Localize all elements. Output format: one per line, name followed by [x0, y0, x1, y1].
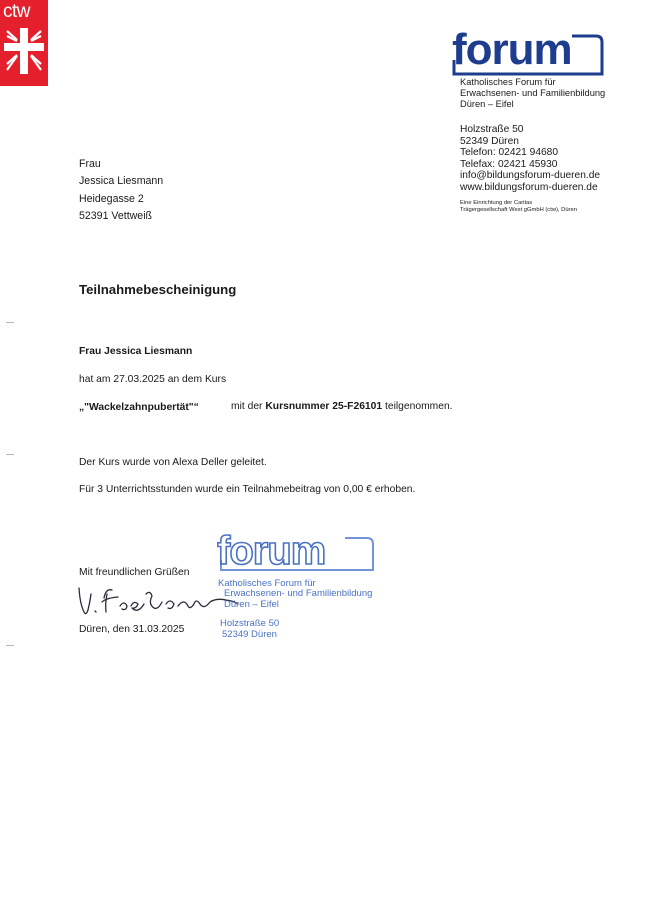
course-number-prefix: mit der — [231, 401, 263, 412]
instructor-line: Der Kurs wurde von Alexa Deller geleitet. — [79, 457, 267, 468]
course-number-line — [231, 401, 453, 412]
course-name: „"Wackelzahnpubertät"“ — [79, 402, 199, 413]
forum-logo — [452, 20, 604, 76]
address-website: www.bildungsforum-dueren.de — [460, 181, 598, 193]
recipient-street: Heidegasse 2 — [79, 192, 144, 205]
org-footer-line: Trägergesellschaft West gGmbH (ctw), Düren — [460, 207, 577, 214]
recipient-city: 52391 Vettweiß — [79, 210, 153, 223]
caritas-cross-icon — [4, 28, 44, 74]
address-email: info@bildungsforum-dueren.de — [460, 170, 601, 182]
fold-mark — [6, 454, 14, 455]
stamp-line: Katholisches Forum für — [218, 578, 316, 589]
address-fax: Telefax: 02421 45930 — [460, 158, 558, 170]
organization-stamp — [213, 526, 388, 648]
address-city: 52349 Düren — [460, 135, 519, 147]
fee-line: Für 3 Unterrichtsstunden wurde ein Teilnahmebeitrag von 0,00 € erhoben. — [79, 484, 416, 495]
course-date-line: hat am 27.03.2025 an dem Kurs — [79, 374, 227, 385]
address-street: Holzstraße 50 — [460, 124, 524, 135]
stamp-line: Erwachsenen- und Familienbildung — [224, 588, 373, 599]
closing-line: Mit freundlichen Grüßen — [79, 567, 190, 578]
fold-mark — [6, 322, 14, 323]
place-date: Düren, den 31.03.2025 — [79, 624, 185, 635]
org-footer — [460, 200, 577, 215]
org-line: Düren – Eifel — [460, 99, 514, 109]
stamp-logo-text: forum — [217, 529, 326, 572]
org-address — [460, 124, 600, 194]
org-line: Katholisches Forum für — [460, 77, 556, 87]
org-name — [460, 77, 605, 110]
ctw-logo-text: ctw — [3, 1, 30, 22]
org-line: Erwachsenen- und Familienbildung — [460, 88, 606, 98]
course-number-suffix: teilgenommen. — [385, 401, 453, 412]
stamp-line: 52349 Düren — [222, 629, 277, 640]
stamp-line: Düren – Eifel — [224, 599, 279, 610]
course-number: Kursnummer 25-F26101 — [265, 401, 383, 412]
fold-mark — [6, 645, 14, 646]
org-footer-line: Eine Einrichtung der Caritas — [460, 200, 533, 206]
participant-name: Frau Jessica Liesmann — [79, 346, 193, 357]
recipient-salutation: Frau — [79, 158, 101, 170]
ctw-logo — [0, 0, 48, 86]
stamp-forum-logo — [217, 526, 377, 572]
recipient-name: Jessica Liesmann — [79, 175, 164, 188]
address-phone: Telefon: 02421 94680 — [460, 147, 558, 159]
stamp-line: Holzstraße 50 — [220, 618, 280, 629]
recipient-address — [79, 156, 163, 226]
forum-logo-text: forum — [452, 25, 572, 74]
document-title: Teilnahmebescheinigung — [79, 282, 237, 297]
